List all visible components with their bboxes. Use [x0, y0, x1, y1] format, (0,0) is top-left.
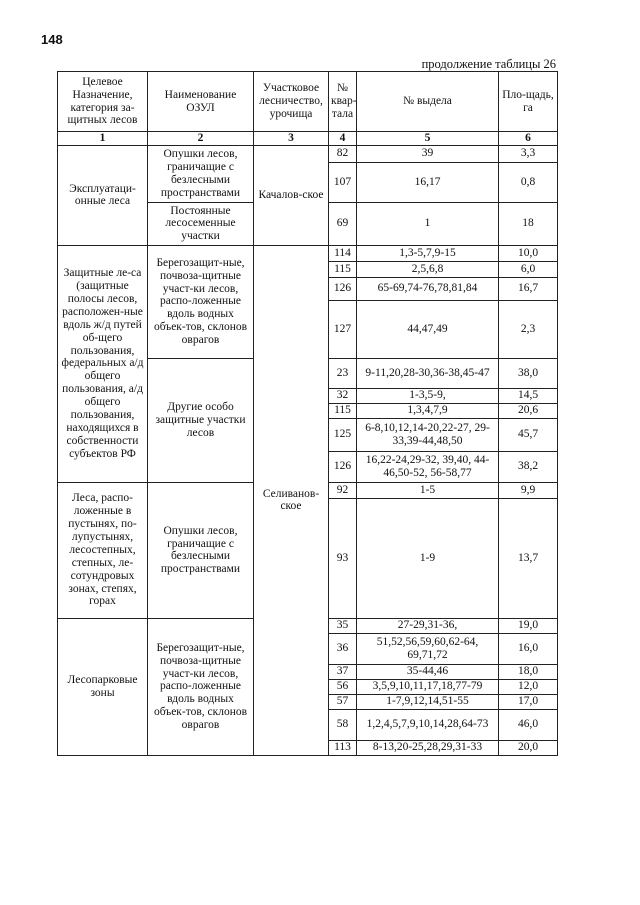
column-number: 4 [329, 132, 357, 146]
area-cell: 9,9 [499, 482, 558, 498]
quarter-cell: 92 [329, 482, 357, 498]
header-quarter: № квар-тала [329, 72, 357, 132]
forestry-cell [254, 245, 329, 755]
quarter-cell: 69 [329, 202, 357, 245]
area-cell: 16,7 [499, 277, 558, 300]
allotment-cell: 16,17 [357, 162, 499, 202]
area-cell: 46,0 [499, 709, 558, 740]
area-cell: 12,0 [499, 679, 558, 694]
header-ozul: Наименование ОЗУЛ [148, 72, 254, 132]
table-row [58, 245, 558, 261]
page-number: 148 [41, 32, 63, 47]
purpose-cell: Эксплуатаци-онные леса [58, 145, 148, 245]
allotment-cell: 3,5,9,10,11,17,18,77-79 [357, 679, 499, 694]
column-number: 1 [58, 132, 148, 146]
quarter-cell: 57 [329, 694, 357, 709]
quarter-cell: 56 [329, 679, 357, 694]
allotment-cell: 6-8,10,12,14-20,22-27, 29-33,39-44,48,50 [357, 418, 499, 451]
quarter-cell: 35 [329, 618, 357, 633]
area-cell: 0,8 [499, 162, 558, 202]
quarter-cell: 93 [329, 498, 357, 618]
area-cell: 19,0 [499, 618, 558, 633]
allotment-cell: 51,52,56,59,60,62-64, 69,71,72 [357, 633, 499, 664]
quarter-cell: 32 [329, 388, 357, 403]
purpose-cell: Лесопарковые зоны [58, 618, 148, 755]
quarter-cell: 82 [329, 145, 357, 162]
allotment-cell: 27-29,31-36, [357, 618, 499, 633]
ozul-cell: Опушки лесов, граничащие с безлесными пространствами [148, 145, 254, 202]
header-purpose: Целевое Назначение, категория за-щитных лесов [58, 72, 148, 132]
allotment-cell: 65-69,74-76,78,81,84 [357, 277, 499, 300]
ozul-cell: Другие особо защитные участки лесов [148, 358, 254, 482]
allotment-cell: 44,47,49 [357, 300, 499, 358]
area-cell: 38,0 [499, 358, 558, 388]
area-cell: 17,0 [499, 694, 558, 709]
area-cell: 45,7 [499, 418, 558, 451]
quarter-cell: 115 [329, 261, 357, 277]
quarter-cell: 37 [329, 664, 357, 679]
allotment-cell: 1-3,5-9, [357, 388, 499, 403]
allotment-cell: 39 [357, 145, 499, 162]
allotment-cell: 1-7,9,12,14,51-55 [357, 694, 499, 709]
purpose-cell: Защитные ле-са (защитные полосы лесов, расположен-ные вдоль ж/д путей об-щего пользования, федеральных а/д общего пользования, а/д общего пользования, находящихся в собственности субъектов РФ [58, 245, 148, 482]
header-allotment: № выдела [357, 72, 499, 132]
quarter-cell: 113 [329, 740, 357, 755]
quarter-cell: 126 [329, 451, 357, 482]
allotment-cell: 1-9 [357, 498, 499, 618]
allotment-cell: 16,22-24,29-32, 39,40, 44-46,50-52, 56-58,77 [357, 451, 499, 482]
header-forestry: Участковое лесничество, урочища [254, 72, 329, 132]
forest-protection-table [57, 71, 558, 756]
quarter-cell: 127 [329, 300, 357, 358]
column-number: 2 [148, 132, 254, 146]
ozul-cell: Постоянные лесосеменные участки [148, 202, 254, 245]
quarter-cell: 36 [329, 633, 357, 664]
header-area: Пло-щадь, га [499, 72, 558, 132]
quarter-cell: 58 [329, 709, 357, 740]
area-cell: 3,3 [499, 145, 558, 162]
forestry-cell: Качалов-ское [254, 145, 329, 245]
forestry-label: Селиванов-ское [262, 487, 320, 513]
column-number: 5 [357, 132, 499, 146]
area-cell: 14,5 [499, 388, 558, 403]
allotment-cell: 1-5 [357, 482, 499, 498]
quarter-cell: 126 [329, 277, 357, 300]
allotment-cell: 1,2,4,5,7,9,10,14,28,64-73 [357, 709, 499, 740]
quarter-cell: 107 [329, 162, 357, 202]
allotment-cell: 1,3,4,7,9 [357, 403, 499, 418]
area-cell: 20,0 [499, 740, 558, 755]
allotment-cell: 35-44,46 [357, 664, 499, 679]
allotment-cell: 1 [357, 202, 499, 245]
area-cell: 2,3 [499, 300, 558, 358]
ozul-cell: Опушки лесов, граничащие с безлесными пространствами [148, 482, 254, 618]
area-cell: 20,6 [499, 403, 558, 418]
quarter-cell: 23 [329, 358, 357, 388]
quarter-cell: 115 [329, 403, 357, 418]
column-number-row [58, 132, 558, 146]
table-continuation-label: продолжение таблицы 26 [421, 57, 556, 71]
column-number: 6 [499, 132, 558, 146]
ozul-cell: Берегозащит-ные, почвоза-щитные участ-ки лесов, распо-ложенные вдоль водных объек-тов, склонов оврагов [148, 245, 254, 358]
allotment-cell: 2,5,6,8 [357, 261, 499, 277]
area-cell: 38,2 [499, 451, 558, 482]
quarter-cell: 114 [329, 245, 357, 261]
header-row [58, 72, 558, 132]
purpose-cell: Леса, распо-ложенные в пустынях, по-лупустынях, лесостепных, степных, ле-сотундровых зонах, степях, горах [58, 482, 148, 618]
area-cell: 16,0 [499, 633, 558, 664]
allotment-cell: 8-13,20-25,28,29,31-33 [357, 740, 499, 755]
area-cell: 18,0 [499, 664, 558, 679]
ozul-cell: Берегозащит-ные, почвоза-щитные участ-ки лесов, распо-ложенные вдоль водных объек-тов, склонов оврагов [148, 618, 254, 755]
table-row [58, 145, 558, 162]
allotment-cell: 1,3-5,7,9-15 [357, 245, 499, 261]
quarter-cell: 125 [329, 418, 357, 451]
area-cell: 6,0 [499, 261, 558, 277]
area-cell: 18 [499, 202, 558, 245]
area-cell: 13,7 [499, 498, 558, 618]
column-number: 3 [254, 132, 329, 146]
area-cell: 10,0 [499, 245, 558, 261]
allotment-cell: 9-11,20,28-30,36-38,45-47 [357, 358, 499, 388]
